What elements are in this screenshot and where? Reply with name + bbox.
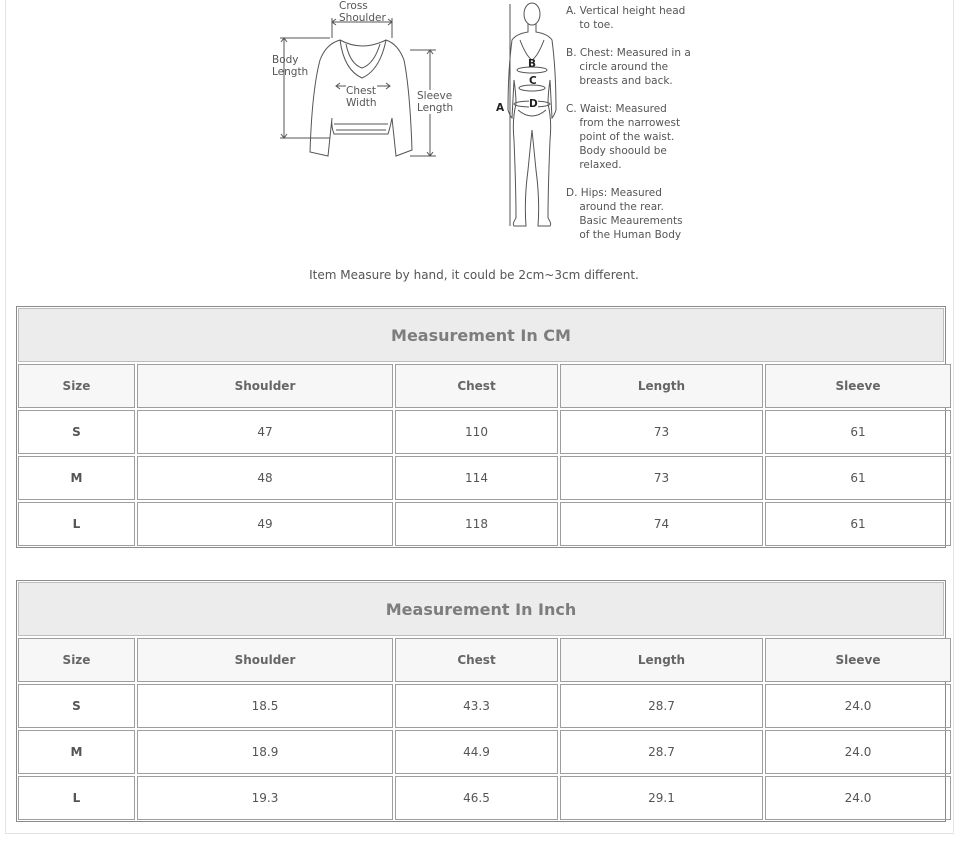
definition-d: D. Hips: Measured around the rear. Basic Meaurements of the Human Body <box>566 187 683 241</box>
header-size: Size <box>18 364 135 408</box>
chest-cell: 114 <box>395 456 558 500</box>
chest-cell: 44.9 <box>395 730 558 774</box>
size-cell: L <box>18 776 135 820</box>
marker-b: B <box>528 58 537 70</box>
garment-and-body-illustration <box>0 0 978 260</box>
cm-table-title: Measurement In CM <box>18 308 944 362</box>
header-shoulder: Shoulder <box>137 364 393 408</box>
header-length: Length <box>560 638 763 682</box>
length-cell: 28.7 <box>560 684 763 728</box>
shoulder-cell: 18.5 <box>137 684 393 728</box>
header-shoulder: Shoulder <box>137 638 393 682</box>
shoulder-cell: 19.3 <box>137 776 393 820</box>
inch-size-table <box>16 580 946 822</box>
marker-d: D <box>529 98 538 110</box>
shoulder-cell: 47 <box>137 410 393 454</box>
cm-size-table <box>16 306 946 548</box>
size-cell: L <box>18 502 135 546</box>
measurement-guide <box>0 0 978 260</box>
sleeve-cell: 61 <box>765 502 951 546</box>
definition-b: B. Chest: Measured in a circle around the breasts and back. <box>566 47 691 87</box>
sleeve-cell: 61 <box>765 410 951 454</box>
shoulder-cell: 49 <box>137 502 393 546</box>
size-cell: S <box>18 684 135 728</box>
sleeve-cell: 24.0 <box>765 684 951 728</box>
inch-table-grid <box>18 638 944 820</box>
inch-table-title: Measurement In Inch <box>18 582 944 636</box>
chest-cell: 110 <box>395 410 558 454</box>
length-cell: 74 <box>560 502 763 546</box>
header-size: Size <box>18 638 135 682</box>
chest-width-label: Chest Width <box>346 85 377 109</box>
header-length: Length <box>560 364 763 408</box>
shoulder-cell: 48 <box>137 456 393 500</box>
marker-a: A <box>496 102 505 114</box>
sleeve-cell: 24.0 <box>765 776 951 820</box>
body-length-label: Body Length <box>272 54 309 78</box>
sleeve-length-label: Sleeve Length <box>417 90 454 114</box>
measure-note: Item Measure by hand, it could be 2cm~3cm different. <box>309 268 639 282</box>
header-sleeve: Sleeve <box>765 638 951 682</box>
header-chest: Chest <box>395 364 558 408</box>
cm-table-grid <box>18 364 944 546</box>
sleeve-cell: 24.0 <box>765 730 951 774</box>
size-cell: S <box>18 410 135 454</box>
cross-shoulder-label: Cross Shoulder <box>339 0 386 24</box>
length-cell: 29.1 <box>560 776 763 820</box>
length-cell: 73 <box>560 410 763 454</box>
header-chest: Chest <box>395 638 558 682</box>
size-cell: M <box>18 456 135 500</box>
chest-cell: 118 <box>395 502 558 546</box>
chest-cell: 46.5 <box>395 776 558 820</box>
size-cell: M <box>18 730 135 774</box>
header-sleeve: Sleeve <box>765 364 951 408</box>
body-figure <box>508 3 556 226</box>
length-cell: 28.7 <box>560 730 763 774</box>
definition-a: A. Vertical height head to toe. <box>566 5 686 31</box>
length-cell: 73 <box>560 456 763 500</box>
chest-cell: 43.3 <box>395 684 558 728</box>
sleeve-cell: 61 <box>765 456 951 500</box>
marker-c: C <box>529 75 537 87</box>
shoulder-cell: 18.9 <box>137 730 393 774</box>
definition-c: C. Waist: Measured from the narrowest point of the waist. Body shoould be relaxed. <box>566 103 681 171</box>
